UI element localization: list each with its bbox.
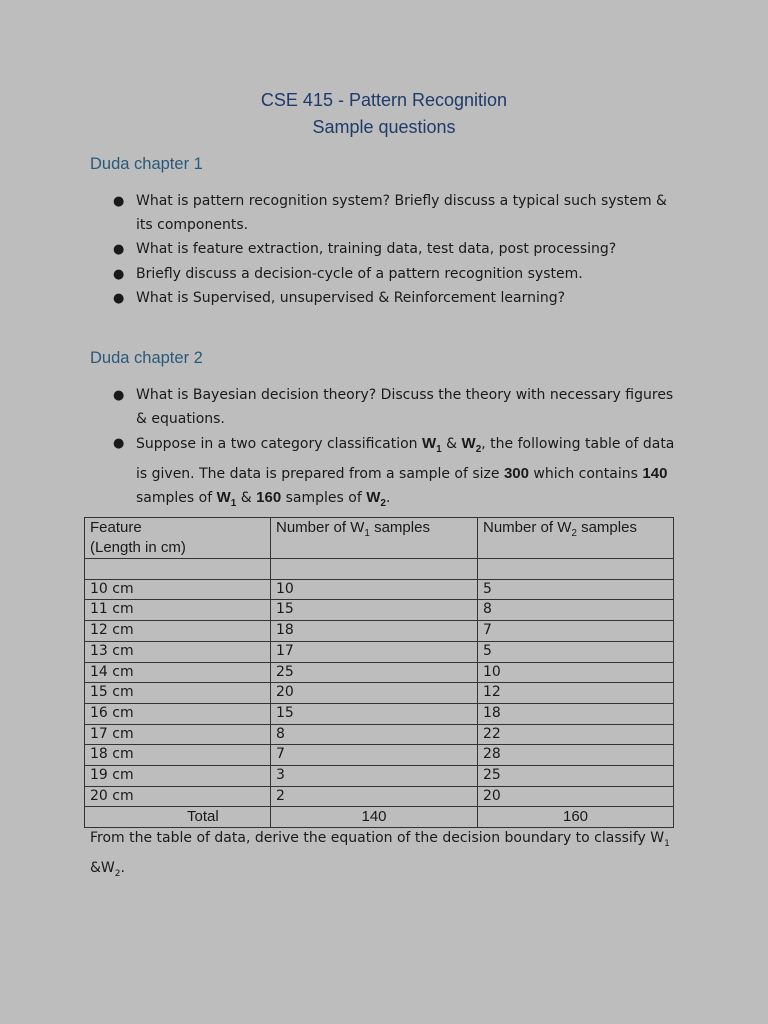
w2-count-cell: 22	[478, 724, 674, 745]
section-heading-chapter-1: Duda chapter 1	[90, 155, 203, 173]
question-item	[112, 432, 682, 516]
bullet-icon: ●	[113, 436, 125, 451]
header-feature: Feature (Length in cm)	[85, 518, 271, 559]
bullet-icon: ●	[113, 388, 125, 403]
w1-count-cell: 7	[271, 745, 478, 766]
document-subtitle: Sample questions	[312, 117, 456, 137]
bullet-icon: ●	[113, 266, 125, 282]
w1-count-cell: 18	[271, 621, 478, 642]
w1-count-cell: 8	[271, 724, 478, 745]
w2-count-cell: 5	[478, 579, 674, 600]
table-row	[85, 786, 674, 807]
feature-cell: 15 cm	[85, 683, 271, 704]
w2-count-cell: 8	[478, 600, 674, 621]
table-row	[85, 559, 674, 580]
feature-cell: 10 cm	[85, 579, 271, 600]
table-row	[85, 766, 674, 787]
section-heading-chapter-2: Duda chapter 2	[90, 349, 203, 367]
total-w2: 160	[478, 807, 674, 828]
feature-cell: 19 cm	[85, 766, 271, 787]
w2-count-cell: 28	[478, 745, 674, 766]
table-row	[85, 600, 674, 621]
header-w2-samples: Number of $W_2$ samples	[478, 518, 674, 559]
w2-count-cell: 12	[478, 683, 674, 704]
w2-count-cell: 20	[478, 786, 674, 807]
header-w1-samples: Number of $W_1$ samples	[271, 518, 478, 559]
w2-count-cell: 7	[478, 621, 674, 642]
chapter-2-question-list	[112, 384, 682, 517]
feature-cell: 20 cm	[85, 786, 271, 807]
conclusion-question: From the table of data, derive the equation of the decision boundary to classify $W_1$ $\&W_2$.	[90, 830, 670, 879]
table-row	[85, 641, 674, 662]
w1-count-cell: 3	[271, 766, 478, 787]
table-row	[85, 724, 674, 745]
bullet-icon: ●	[113, 291, 125, 306]
w1-count-cell: 25	[271, 662, 478, 683]
chapter-1-question-list	[112, 190, 682, 312]
question-item: ● What is feature extraction, training data, test data, post processing?	[112, 238, 682, 262]
w1-count-cell	[271, 559, 478, 580]
w1-count-cell: 2	[271, 786, 478, 807]
w1-count-cell: 15	[271, 600, 478, 621]
feature-data-table	[84, 517, 674, 828]
bullet-icon: ●	[113, 194, 125, 209]
question-item: ● What is Supervised, unsupervised & Reinforcement learning?	[112, 287, 682, 311]
w1-count-cell: 10	[271, 579, 478, 600]
question-item: ● What is Bayesian decision theory? Discuss the theory with necessary figures & equations.	[112, 384, 682, 431]
question-item: ● Briefly discuss a decision-cycle of a pattern recognition system.	[112, 263, 682, 287]
table-row	[85, 703, 674, 724]
question-text: Suppose in a two category classification $W_1$ & $W_2$, the following table of data is given. The data is prepared from a sample of size 300 which contains 140 samples of $W_1$ & 160 samples of $W_2$.	[136, 435, 675, 509]
bullet-icon: ●	[113, 242, 125, 257]
w2-count-cell: 5	[478, 641, 674, 662]
w2-count-cell: 10	[478, 662, 674, 683]
w2-count-cell	[478, 559, 674, 580]
w2-count-cell: 18	[478, 703, 674, 724]
feature-cell: 14 cm	[85, 662, 271, 683]
table-row	[85, 621, 674, 642]
table-total-row	[85, 807, 674, 828]
document-title: CSE 415 - Pattern Recognition	[260, 90, 508, 110]
w1-count-cell: 20	[271, 683, 478, 704]
table-row	[85, 683, 674, 704]
table-row	[85, 579, 674, 600]
w1-count-cell: 17	[271, 641, 478, 662]
question-item: ● What is pattern recognition system? Briefly discuss a typical such system & its components.	[112, 190, 682, 237]
total-w1: 140	[271, 807, 478, 828]
feature-cell: 13 cm	[85, 641, 271, 662]
feature-cell: 16 cm	[85, 703, 271, 724]
feature-cell: 12 cm	[85, 621, 271, 642]
feature-cell: 17 cm	[85, 724, 271, 745]
table-header-row	[85, 518, 674, 559]
feature-cell	[85, 559, 271, 580]
feature-cell: 11 cm	[85, 600, 271, 621]
table-row	[85, 662, 674, 683]
w2-count-cell: 25	[478, 766, 674, 787]
table-row	[85, 745, 674, 766]
w1-count-cell: 15	[271, 703, 478, 724]
feature-cell: 18 cm	[85, 745, 271, 766]
total-label: Total	[85, 807, 271, 828]
